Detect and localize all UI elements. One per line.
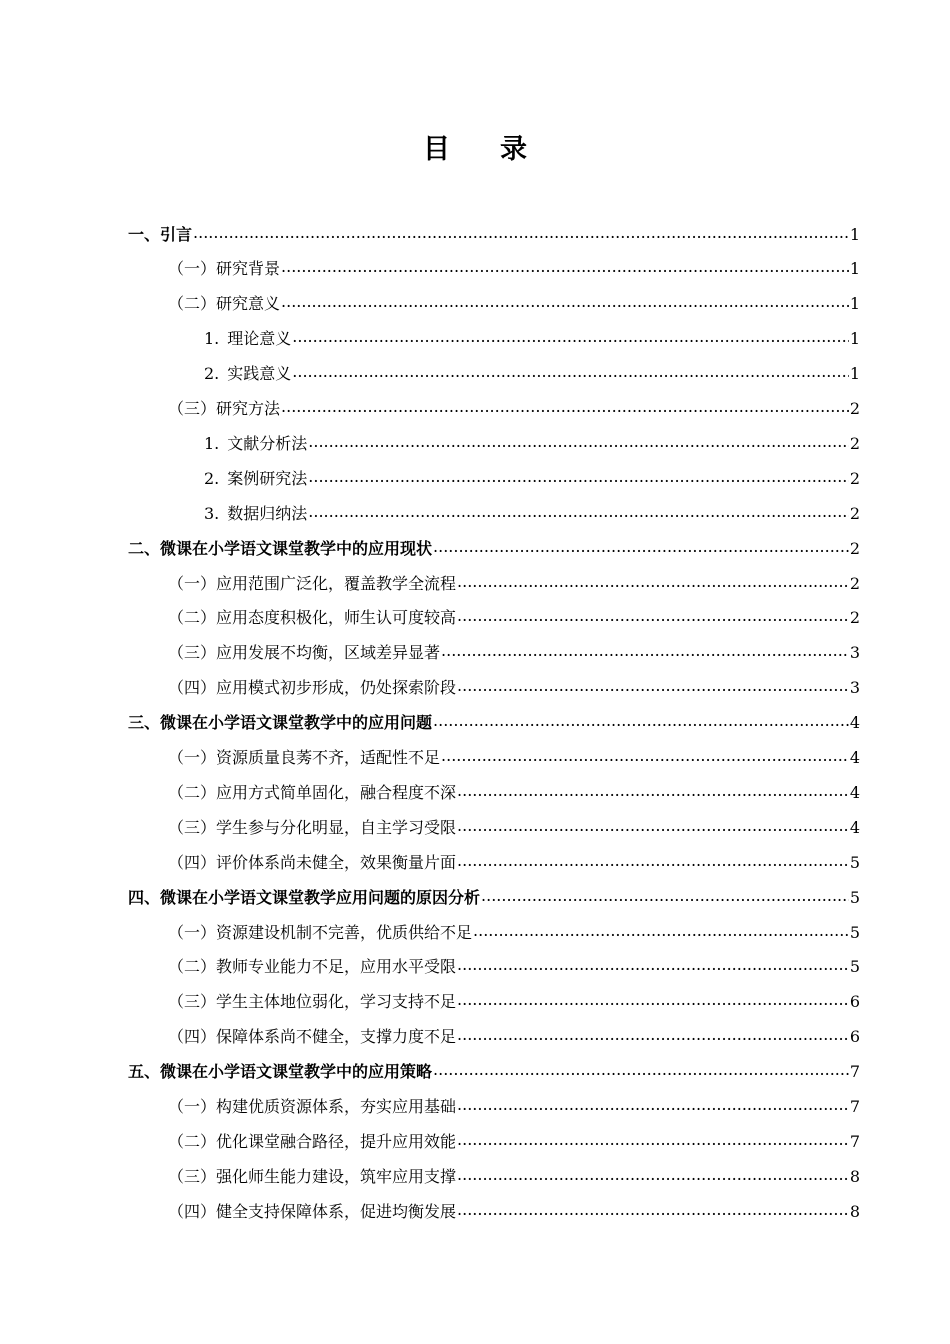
toc-entry-page-number: 4 [849, 748, 860, 767]
page-title-char-2: 录 [500, 134, 527, 165]
toc-entry-page-number: 4 [849, 782, 860, 802]
toc-entry-page-number: 2 [849, 573, 860, 593]
toc-dot-leader [281, 259, 849, 279]
toc-entry[interactable] [168, 1090, 860, 1125]
toc-dot-leader [481, 888, 849, 908]
toc-entry-label: （四）评价体系尚未健全，效果衡量片面 [168, 852, 457, 872]
toc-entry-label: 一、引言 [128, 224, 193, 244]
toc-entry-label: （四）保障体系尚不健全，支撑力度不足 [168, 1027, 457, 1047]
toc-entry-label: （四）应用模式初步形成，仍处探索阶段 [168, 678, 457, 698]
toc-entry[interactable] [128, 217, 860, 252]
toc-entry-text: 数据归纳法 [227, 503, 308, 523]
toc-dot-leader [441, 643, 849, 663]
toc-entry-page-number: 7 [849, 1131, 860, 1151]
page-title-char-1: 目 [423, 134, 450, 165]
toc-entry[interactable] [168, 775, 860, 810]
toc-entry-page-number: 4 [849, 817, 860, 837]
toc-dot-leader [193, 225, 849, 245]
toc-entry[interactable] [204, 357, 860, 392]
toc-entry-label: （三）学生主体地位弱化，学习支持不足 [168, 992, 457, 1012]
toc-dot-leader [457, 678, 849, 698]
toc-dot-leader [292, 329, 849, 349]
toc-entry-label: 四、微课在小学语文课堂教学应用问题的原因分析 [128, 887, 481, 907]
toc-entry[interactable] [128, 880, 860, 915]
toc-dot-leader [457, 1202, 849, 1222]
toc-entry-page-number: 2 [849, 468, 860, 488]
toc-entry[interactable] [204, 461, 860, 496]
toc-entry[interactable] [168, 1194, 860, 1229]
toc-entry-page-number: 8 [849, 1166, 860, 1186]
toc-entry[interactable] [168, 1124, 860, 1159]
toc-entry-number: 2. [204, 468, 220, 488]
toc-entry-page-number: 5 [849, 922, 860, 942]
toc-dot-leader [433, 713, 849, 733]
toc-dot-leader [457, 783, 849, 803]
toc-entry-text: 文献分析法 [227, 433, 308, 453]
toc-dot-leader [433, 1062, 849, 1082]
toc-entry-label: （二）应用方式简单固化，融合程度不深 [168, 782, 457, 802]
toc-entry[interactable] [168, 252, 860, 287]
toc-entry-label: 五、微课在小学语文课堂教学中的应用策略 [128, 1062, 433, 1082]
toc-dot-leader [457, 1132, 849, 1152]
toc-dot-leader [473, 923, 849, 943]
toc-entry-label: 二、微课在小学语文课堂教学中的应用现状 [128, 538, 433, 558]
toc-dot-leader [457, 957, 849, 977]
toc-entry-page-number: 3 [849, 643, 860, 663]
toc-entry-page-number: 2 [849, 608, 860, 628]
toc-entry-number: 1. [204, 433, 220, 453]
toc-entry-label: （一）应用范围广泛化，覆盖教学全流程 [168, 573, 457, 593]
toc-entry-label: （二）优化课堂融合路径，提升应用效能 [168, 1131, 457, 1151]
toc-entry[interactable] [128, 531, 860, 566]
toc-entry[interactable] [168, 810, 860, 845]
toc-entry[interactable] [204, 322, 860, 357]
toc-entry-page-number: 7 [849, 1097, 860, 1116]
toc-entry[interactable] [204, 426, 860, 461]
toc-entry-label: （一）资源质量良莠不齐，适配性不足 [168, 748, 441, 767]
toc-entry-label [204, 364, 291, 384]
toc-entry-page-number: 2 [849, 399, 860, 418]
toc-entry-page-number: 5 [849, 852, 860, 872]
toc-entry-number: 1. [204, 329, 220, 349]
toc-entry-label: （三）学生参与分化明显，自主学习受限 [168, 817, 457, 837]
toc-dot-leader [457, 1027, 849, 1047]
toc-entry[interactable] [168, 671, 860, 706]
toc-entry[interactable] [168, 287, 860, 322]
toc-entry[interactable] [168, 1159, 860, 1194]
page-title [0, 132, 950, 168]
toc-entry[interactable] [168, 566, 860, 601]
toc-entry-text: 理论意义 [227, 329, 292, 349]
toc-entry-label [204, 329, 291, 349]
toc-entry-page-number: 6 [849, 1027, 860, 1047]
toc-dot-leader [281, 399, 849, 419]
toc-entry-page-number: 8 [849, 1201, 860, 1221]
toc-dot-leader [441, 748, 849, 768]
toc-dot-leader [457, 853, 849, 873]
toc-entry[interactable] [168, 601, 860, 636]
toc-entry-page-number: 2 [849, 503, 860, 523]
toc-dot-leader [457, 992, 849, 1012]
toc-entry-label: （二）研究意义 [168, 294, 281, 314]
toc-entry-page-number: 1 [849, 224, 860, 244]
toc-dot-leader [281, 294, 849, 314]
toc-entry-label: （一）研究背景 [168, 259, 281, 279]
toc-entry-page-number: 6 [849, 992, 860, 1012]
toc-dot-leader [308, 434, 849, 454]
toc-entry-text: 实践意义 [227, 364, 292, 384]
toc-entry-page-number: 1 [849, 259, 860, 279]
toc-entry-label: （二）应用态度积极化，师生认可度较高 [168, 608, 457, 628]
toc-entry-label: （四）健全支持保障体系，促进均衡发展 [168, 1201, 457, 1221]
toc-entry-label: （三）应用发展不均衡，区域差异显著 [168, 643, 441, 663]
toc-entry[interactable] [168, 636, 860, 671]
toc-entry-page-number: 1 [849, 364, 860, 384]
toc-entry-page-number: 4 [849, 713, 860, 733]
toc-entry-page-number: 5 [849, 957, 860, 977]
toc-entry-label: （一）构建优质资源体系，夯实应用基础 [168, 1097, 457, 1116]
toc-entry-number: 3. [204, 503, 220, 523]
toc-entry-label: （一）资源建设机制不完善，优质供给不足 [168, 922, 473, 942]
toc-dot-leader [457, 574, 849, 594]
toc-entry-page-number: 1 [849, 294, 860, 314]
toc-dot-leader [457, 818, 849, 838]
toc-entry-number: 2. [204, 364, 220, 384]
toc-entry-page-number: 2 [849, 433, 860, 453]
toc-entry-label: 三、微课在小学语文课堂教学中的应用问题 [128, 713, 433, 733]
toc-dot-leader [433, 539, 849, 559]
toc-entry-page-number: 1 [849, 329, 860, 349]
toc-entry-text: 案例研究法 [227, 468, 308, 488]
toc-entry[interactable] [168, 915, 860, 950]
toc-entry[interactable] [168, 392, 860, 427]
toc-entry-page-number: 7 [849, 1062, 860, 1082]
toc-entry-page-number: 3 [849, 678, 860, 698]
toc-dot-leader [457, 608, 849, 628]
toc-entry[interactable] [168, 845, 860, 880]
toc-entry-label [204, 469, 307, 489]
toc-entry-label: （三）研究方法 [168, 399, 281, 418]
toc-entry[interactable] [128, 706, 860, 741]
toc-dot-leader [457, 1097, 849, 1117]
toc-entry[interactable] [168, 741, 860, 776]
toc-entry-label [204, 504, 307, 524]
toc-dot-leader [457, 1167, 849, 1187]
toc-dot-leader [308, 469, 849, 489]
toc-entry-label [204, 434, 307, 454]
toc-entry-label: （二）教师专业能力不足，应用水平受限 [168, 957, 457, 977]
toc-entry[interactable] [168, 1020, 860, 1055]
toc-entry-page-number: 2 [849, 538, 860, 558]
toc-entry-page-number: 5 [849, 887, 860, 907]
toc-entry[interactable] [128, 1055, 860, 1090]
toc-dot-leader [308, 504, 849, 524]
toc-entry[interactable] [168, 950, 860, 985]
toc-entry-label: （三）强化师生能力建设，筑牢应用支撑 [168, 1166, 457, 1186]
toc-entry[interactable] [204, 496, 860, 531]
toc-dot-leader [292, 364, 849, 384]
toc-entry[interactable] [168, 985, 860, 1020]
